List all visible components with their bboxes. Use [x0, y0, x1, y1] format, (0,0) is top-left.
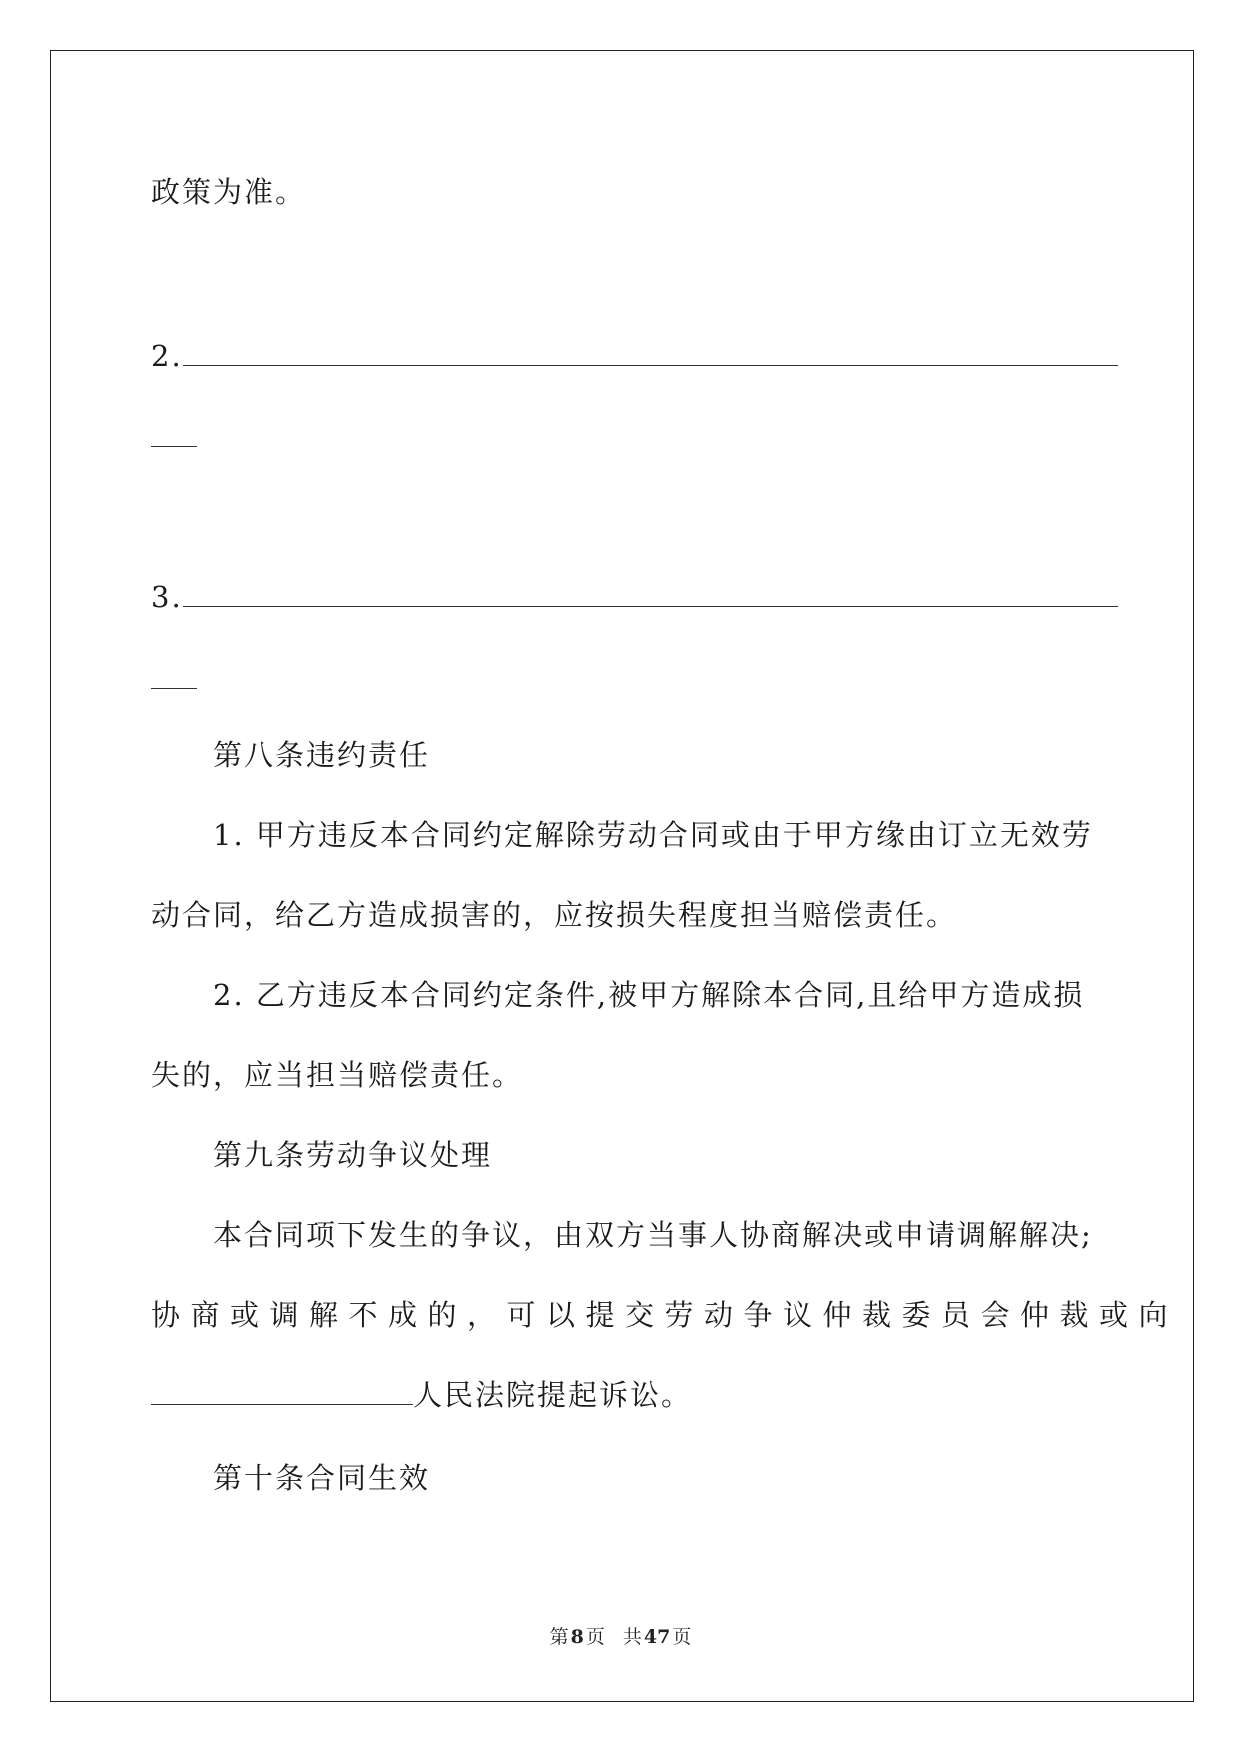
footer-total-suffix: 页	[672, 1626, 692, 1648]
item-number-3: 3.	[151, 580, 183, 614]
footer-page-number: 8	[570, 1626, 584, 1648]
footer-total-pages: 47	[643, 1626, 671, 1648]
article-8-para-2-line-1: 2. 乙方违反本合同约定条件,被甲方解除本合同,且给甲方造成损	[213, 978, 1085, 1012]
court-text: 人民法院提起诉讼。	[413, 1378, 693, 1412]
text-line-policy: 政策为准。	[151, 175, 307, 209]
page-border	[50, 50, 1194, 1702]
fill-blank-2-continued[interactable]	[151, 446, 197, 447]
article-8-title: 第八条违约责任	[213, 738, 431, 772]
article-8-para-1-line-2: 动合同，给乙方造成损害的，应按损失程度担当赔偿责任。	[151, 898, 958, 932]
footer-total-prefix: 共	[622, 1626, 642, 1648]
article-10-title: 第十条合同生效	[213, 1461, 431, 1495]
article-9-para-line-3	[151, 1375, 692, 1415]
footer-page-prefix: 第	[549, 1626, 569, 1648]
fill-blank-2[interactable]	[183, 339, 1118, 366]
page-footer	[0, 1625, 1241, 1649]
fill-blank-court[interactable]	[151, 1378, 413, 1405]
fill-blank-3-continued[interactable]	[151, 688, 197, 689]
article-9-para-line-1: 本合同项下发生的争议，由双方当事人协商解决或申请调解解决;	[213, 1218, 1093, 1252]
article-9-title: 第九条劳动争议处理	[213, 1138, 493, 1172]
item-number-2: 2.	[151, 339, 183, 373]
fill-blank-3[interactable]	[183, 580, 1118, 607]
article-9-para-line-2: 协商或调解不成的，可以提交劳动争议仲裁委员会仲裁或向	[151, 1298, 1179, 1332]
article-8-para-2-line-2: 失的，应当担当赔偿责任。	[151, 1058, 524, 1092]
article-8-para-1-line-1: 1. 甲方违反本合同约定解除劳动合同或由于甲方缘由订立无效劳	[213, 818, 1093, 852]
footer-page-suffix: 页	[585, 1626, 605, 1648]
blank-item-3	[151, 577, 1118, 617]
blank-item-2	[151, 336, 1118, 376]
